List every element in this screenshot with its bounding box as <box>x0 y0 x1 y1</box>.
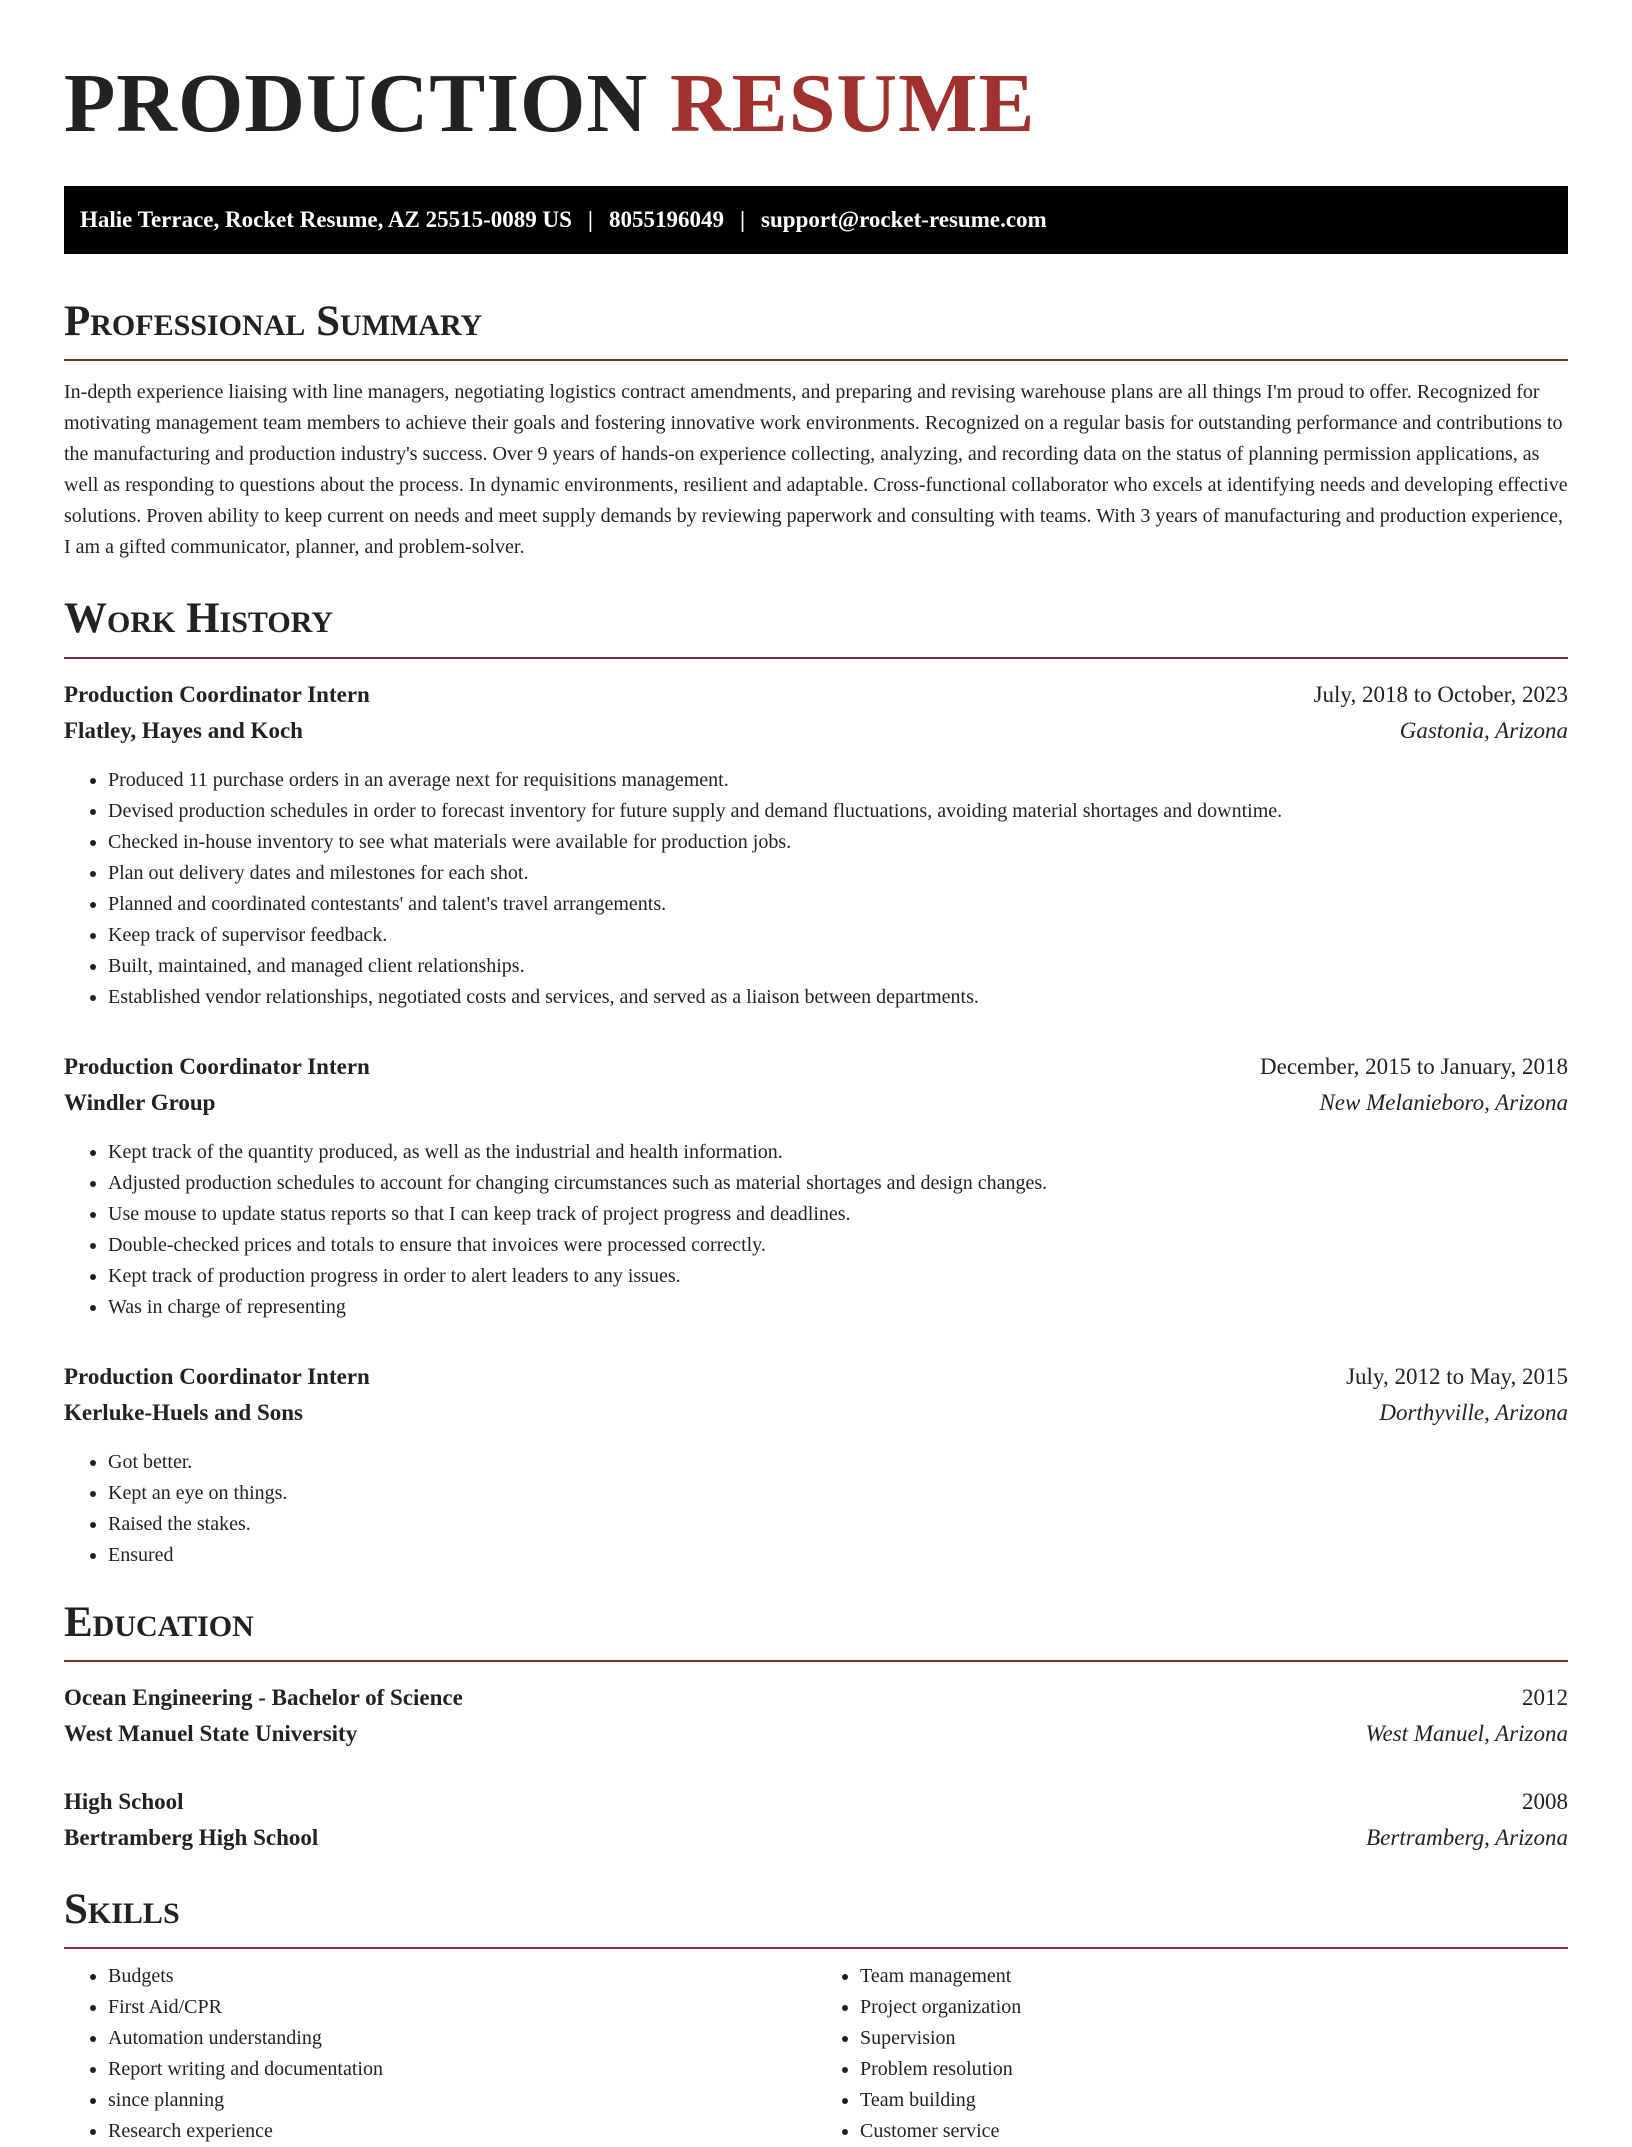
list-item: • Was in charge of representing <box>108 1292 1568 1323</box>
job-company: Flatley, Hayes and Koch <box>64 717 303 743</box>
education-degree: Ocean Engineering - Bachelor of Science <box>64 1684 463 1710</box>
job-header-row <box>64 677 1568 713</box>
education-header-row <box>64 1784 1568 1820</box>
list-item: • Double-checked prices and totals to ensure that invoices were processed correctly. <box>108 1230 1568 1261</box>
job-company-row <box>64 713 1568 749</box>
list-item: • Problem resolution <box>860 2054 1568 2085</box>
list-item: • since planning <box>108 2085 816 2116</box>
list-item: • Kept an eye on things. <box>108 1478 1568 1509</box>
contact-address: Halie Terrace, Rocket Resume, AZ 25515-0089 US <box>80 207 572 232</box>
summary-heading: Professional Summary <box>64 298 483 345</box>
job-bullets <box>64 1137 1568 1323</box>
list-item: • Report writing and documentation <box>108 2054 816 2085</box>
skills-list-left <box>64 1961 816 2147</box>
list-item: • Research experience <box>108 2116 816 2147</box>
summary-text: In-depth experience liaising with line managers, negotiating logistics contract amendments, and preparing and revising warehouse plans are all things I'm proud to offer. Recognized for motivating management team members to achieve their goals and fostering innovative work environments. Recognized on a regular basis for outstanding performance and contributions to the manufacturing and production industry's success. Over 9 years of hands-on experience collecting, analyzing, and recording data on the status of planning permission applications, as well as responding to questions about the process. In dynamic environments, resilient and adaptable. Cross-functional collaborator who excels at identifying needs and developing effective solutions. Proven ability to keep current on needs and meet supply demands by reviewing paperwork and consulting with teams. With 3 years of manufacturing and production experience, I am a gifted communicator, planner, and problem-solver. <box>64 381 1568 559</box>
job-location: Dorthyville, Arizona <box>1379 1399 1568 1425</box>
education-year: 2012 <box>1522 1684 1568 1710</box>
education-location: Bertramberg, Arizona <box>1366 1824 1568 1850</box>
contact-separator: | <box>739 207 746 232</box>
list-item: • Raised the stakes. <box>108 1509 1568 1540</box>
contact-phone[interactable]: 8055196049 <box>608 207 724 232</box>
list-item: • Established vendor relationships, negotiated costs and services, and served as a liaison between departments. <box>108 982 1568 1013</box>
title-accent: RESUME <box>670 57 1036 150</box>
job-location: New Melanieboro, Arizona <box>1319 1089 1568 1115</box>
list-item: • Kept track of production progress in order to alert leaders to any issues. <box>108 1261 1568 1292</box>
list-item: • Produced 11 purchase orders in an average next for requisitions management. <box>108 765 1568 796</box>
job-entry <box>64 677 1568 1013</box>
list-item: • Customer service <box>860 2116 1568 2147</box>
education-year: 2008 <box>1522 1788 1568 1814</box>
education-school: West Manuel State University <box>64 1720 358 1746</box>
job-location: Gastonia, Arizona <box>1399 717 1568 743</box>
list-item: • Keep track of supervisor feedback. <box>108 920 1568 951</box>
education-school-row <box>64 1716 1568 1752</box>
list-item: • Devised production schedules in order to forecast inventory for future supply and demand fluctuations, avoiding material shortages and downtime. <box>108 796 1568 827</box>
education-location: West Manuel, Arizona <box>1365 1720 1568 1746</box>
education-school-row <box>64 1820 1568 1856</box>
skills-heading: Skills <box>64 1885 180 1933</box>
job-dates: December, 2015 to January, 2018 <box>1260 1053 1568 1079</box>
list-item: • Plan out delivery dates and milestones for each shot. <box>108 858 1568 889</box>
education-entry <box>64 1680 1568 1752</box>
education-school: Bertramberg High School <box>64 1824 319 1850</box>
job-title: Production Coordinator Intern <box>64 681 370 707</box>
section-divider <box>64 1660 1568 1662</box>
job-entry <box>64 1049 1568 1323</box>
skills-grid <box>64 1961 1568 2147</box>
job-header-row <box>64 1359 1568 1395</box>
education-entry <box>64 1784 1568 1856</box>
list-item: • Project organization <box>860 1992 1568 2023</box>
section-divider <box>64 359 1568 361</box>
job-bullets <box>64 765 1568 1013</box>
list-item: • Supervision <box>860 2023 1568 2054</box>
contact-bar <box>64 186 1568 254</box>
list-item: • Ensured <box>108 1540 1568 1571</box>
list-item: • Built, maintained, and managed client relationships. <box>108 951 1568 982</box>
list-item: • Use mouse to update status reports so that I can keep track of project progress and deadlines. <box>108 1199 1568 1230</box>
list-item: • Adjusted production schedules to account for changing circumstances such as material shortages and design changes. <box>108 1168 1568 1199</box>
list-item: • Automation understanding <box>108 2023 816 2054</box>
section-divider <box>64 657 1568 659</box>
job-company: Windler Group <box>64 1089 216 1115</box>
job-company-row <box>64 1395 1568 1431</box>
job-header-row <box>64 1049 1568 1085</box>
list-item: • Team management <box>860 1961 1568 1992</box>
job-title: Production Coordinator Intern <box>64 1053 370 1079</box>
job-bullets <box>64 1447 1568 1571</box>
job-company: Kerluke-Huels and Sons <box>64 1399 303 1425</box>
contact-separator: | <box>587 207 593 232</box>
job-company-row <box>64 1085 1568 1121</box>
job-title: Production Coordinator Intern <box>64 1363 370 1389</box>
title-main: PRODUCTION <box>64 57 649 150</box>
job-dates: July, 2018 to October, 2023 <box>1313 681 1568 707</box>
education-header-row <box>64 1680 1568 1716</box>
list-item: • First Aid/CPR <box>108 1992 816 2023</box>
skills-list-right <box>816 1961 1568 2147</box>
work-history-heading: Work History <box>64 595 333 643</box>
list-item: • Got better. <box>108 1447 1568 1478</box>
education-degree: High School <box>64 1788 184 1814</box>
contact-email[interactable]: support@rocket-resume.com <box>761 207 1047 232</box>
list-item: • Planned and coordinated contestants' and talent's travel arrangements. <box>108 889 1568 920</box>
list-item: • Budgets <box>108 1961 816 1992</box>
list-item: • Kept track of the quantity produced, as well as the industrial and health information. <box>108 1137 1568 1168</box>
job-entry <box>64 1359 1568 1571</box>
education-heading: Education <box>64 1598 254 1646</box>
list-item: • Checked in-house inventory to see what materials were available for production jobs. <box>108 827 1568 858</box>
list-item: • Team building <box>860 2085 1568 2116</box>
page-title <box>64 56 1568 150</box>
section-divider <box>64 1947 1568 1949</box>
job-dates: July, 2012 to May, 2015 <box>1346 1363 1568 1389</box>
